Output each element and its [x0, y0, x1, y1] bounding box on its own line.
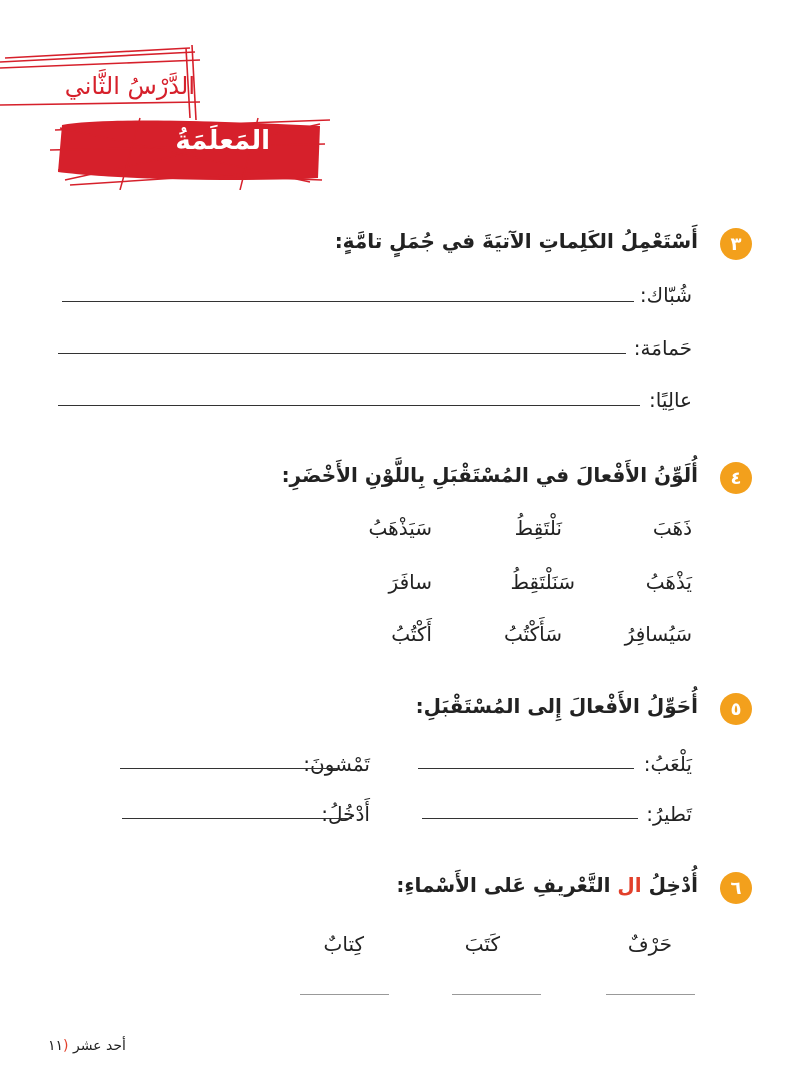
- page-word: أحد عشر: [72, 1038, 126, 1054]
- ex6-answer-line-1[interactable]: [606, 994, 695, 995]
- page-separator: (: [63, 1038, 69, 1054]
- ex3-word-1: شُبّاك:: [639, 283, 692, 307]
- page-number: ١١: [48, 1038, 64, 1054]
- topic-label: المَعلَمَةُ: [175, 126, 270, 156]
- ex3-answer-line-1[interactable]: [62, 301, 634, 302]
- exercise-6-instruction: [396, 873, 698, 897]
- ex4-verb[interactable]: أَكْتُبُ: [391, 622, 432, 646]
- ex3-answer-line-3[interactable]: [58, 405, 640, 406]
- ex5-answer-line-2[interactable]: [120, 768, 338, 769]
- ex4-verb[interactable]: سَأَكْتُبُ: [503, 622, 562, 646]
- ex4-verb[interactable]: سَنَلْتَقِطُ: [510, 570, 575, 594]
- ex3-word-2: حَمامَة:: [633, 336, 692, 360]
- ex3-answer-line-2[interactable]: [58, 353, 626, 354]
- ex6-answer-line-3[interactable]: [300, 994, 389, 995]
- ex6-instr-before: أُدْخِلُ: [641, 873, 698, 897]
- exercise-5-badge: ٥: [720, 693, 752, 725]
- ex4-verb[interactable]: سافَرَ: [388, 570, 432, 594]
- lesson-title: الدَّرْسُ الثَّاني: [64, 72, 195, 100]
- ex4-verb[interactable]: ذَهَبَ: [652, 516, 692, 540]
- ex6-instr-accent: ال: [617, 873, 642, 897]
- ex6-answer-line-2[interactable]: [452, 994, 541, 995]
- ex4-verb[interactable]: سَيُسافِرُ: [624, 622, 692, 646]
- exercise-4-instruction: أُلَوِّنُ الأَفْعالَ في المُسْتَقْبَلِ بِاللَّوْنِ الأَخْضَرِ:: [281, 463, 698, 487]
- ex5-answer-line-4[interactable]: [122, 818, 352, 819]
- exercise-3-badge: ٣: [720, 228, 752, 260]
- header-scribble-graphic: [0, 40, 330, 190]
- ex5-verb-2: تَمْشونَ:: [303, 752, 370, 776]
- exercise-5-instruction: أُحَوِّلُ الأَفْعالَ إِلى المُسْتَقْبَلِ:: [415, 694, 698, 718]
- ex6-noun-2: كَتَبَ: [464, 932, 500, 956]
- ex4-verb[interactable]: يَذْهَبُ: [645, 570, 692, 594]
- ex5-verb-3: تَطيرُ:: [646, 802, 692, 826]
- ex6-instr-after: التَّعْريفِ عَلى الأَسْماءِ:: [396, 873, 618, 897]
- page-footer: [48, 1038, 126, 1054]
- exercise-3-instruction: أَسْتَعْمِلُ الكَلِماتِ الآتيَةَ في جُمَلٍ تامَّةٍ:: [334, 229, 698, 253]
- ex4-verb[interactable]: سَيَذْهَبُ: [368, 516, 432, 540]
- ex5-verb-4: أَدْخُلُ:: [321, 802, 370, 826]
- ex5-answer-line-3[interactable]: [422, 818, 638, 819]
- exercise-6-badge: ٦: [720, 872, 752, 904]
- ex5-verb-1: يَلْعَبُ:: [643, 752, 692, 776]
- exercise-4-badge: ٤: [720, 462, 752, 494]
- ex4-verb[interactable]: نَلْتَقِطُ: [514, 516, 562, 540]
- ex6-noun-3: كِتابٌ: [323, 932, 364, 956]
- ex5-answer-line-1[interactable]: [418, 768, 634, 769]
- ex3-word-3: عالِيًا:: [649, 388, 692, 412]
- ex6-noun-1: حَرْفٌ: [627, 932, 672, 956]
